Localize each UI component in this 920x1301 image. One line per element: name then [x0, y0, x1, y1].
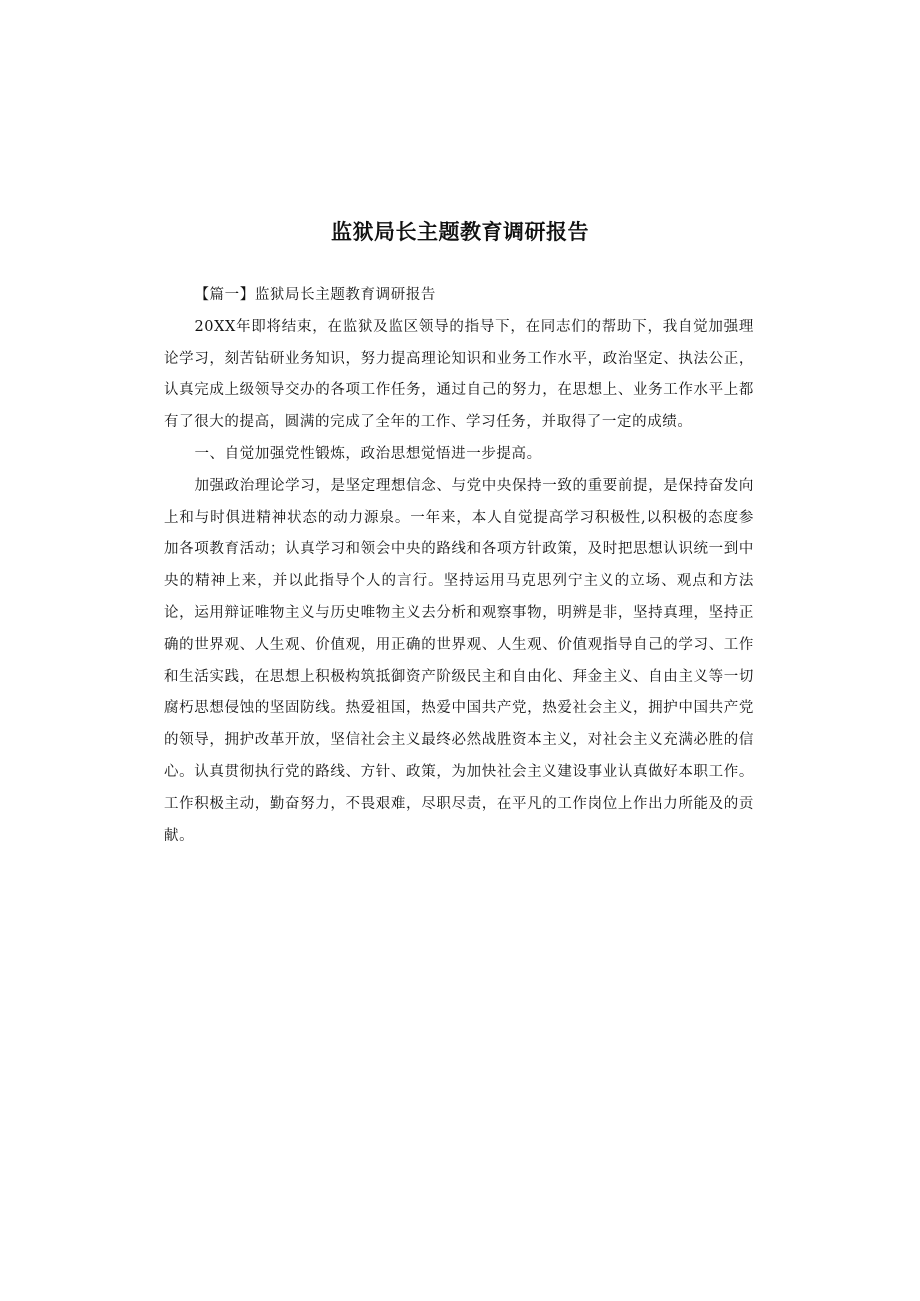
- section-heading: 【篇一】监狱局长主题教育调研报告: [194, 287, 437, 303]
- document-body: [164, 280, 754, 852]
- body-paragraph-main: 加强政治理论学习，是坚定理想信念、与党中央保持一致的重要前提，是保持奋发向上和与时俱进精神状态的动力源泉。一年来，本人自觉提高学习积极性,以积极的态度参加各项教育活动；认真学习和领会中央的路线和各项方针政策，及时把思想认识统一到中央的精神上来，并以此指导个人的言行。坚持运用马克思列宁主义的立场、观点和方法论，运用辩证唯物主义与历史唯物主义去分析和观察事物，明辨是非，坚持真理，坚持正确的世界观、人生观、价值观，用正确的世界观、人生观、价值观指导自己的学习、工作和生活实践，在思想上积极构筑抵御资产阶级民主和自由化、拜金主义、自由主义等一切腐朽思想侵蚀的坚固防线。热爱祖国，热爱中国共产党，热爱社会主义，拥护中国共产党的领导，拥护改革开放，坚信社会主义最终必然战胜资本主义，对社会主义充满必胜的信心。认真贯彻执行党的路线、方针、政策，为加快社会主义建设事业认真做好本职工作。工作积极主动，勤奋努力，不畏艰难，尽职尽责，在平凡的工作岗位上作出力所能及的贡献。: [164, 477, 754, 844]
- body-paragraph-intro: 20XX年即将结束，在监狱及监区领导的指导下，在同志们的帮助下，我自觉加强理论学习，刻苦钻研业务知识，努力提高理论知识和业务工作水平，政治坚定、执法公正，认真完成上级领导交办的各项工作任务，通过自己的努力，在思想上、业务工作水平上都有了很大的提高，圆满的完成了全年的工作、学习任务，并取得了一定的成绩。: [164, 318, 754, 431]
- subsection-heading: 一、自觉加强党性锻炼，政治思想觉悟进一步提高。: [194, 445, 542, 462]
- document-title: 监狱局长主题教育调研报告: [331, 220, 589, 244]
